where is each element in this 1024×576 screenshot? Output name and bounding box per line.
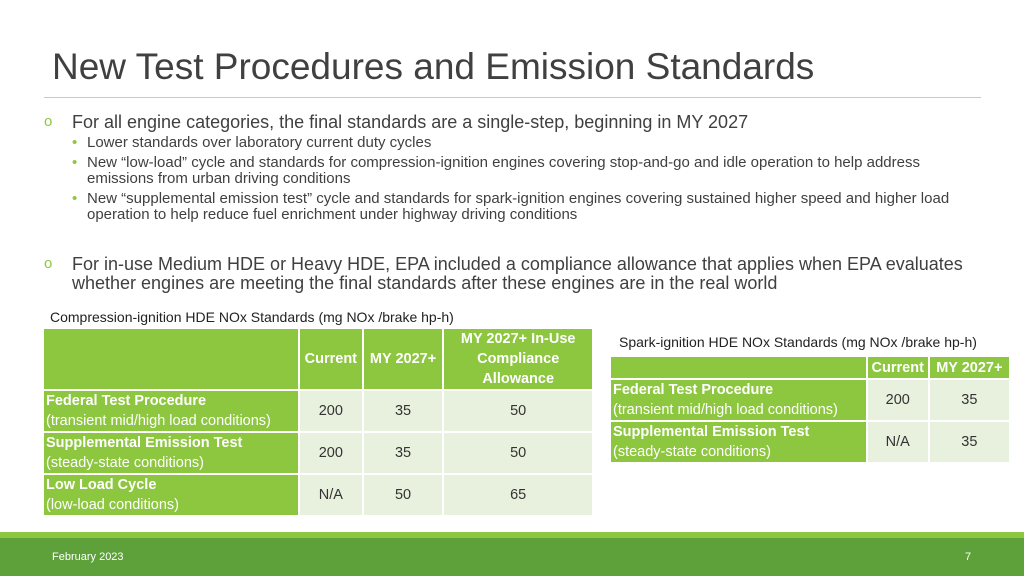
title-divider (44, 97, 981, 98)
table-cell: 50 (443, 390, 593, 432)
table-row (610, 421, 1010, 463)
header-cell: MY 2027+ (929, 356, 1010, 379)
row-name: Supplemental Emission Test (46, 435, 243, 451)
header-cell: Current (867, 356, 929, 379)
table-cell: 35 (929, 379, 1010, 421)
header-cell: MY 2027+ In-Use Compliance Allowance (443, 328, 593, 390)
table-cell: 200 (867, 379, 929, 421)
row-label (610, 421, 867, 463)
header-cell (610, 356, 867, 379)
header-cell: MY 2027+ (363, 328, 444, 390)
table-cell: 65 (443, 474, 593, 516)
footer-bar (0, 538, 1024, 576)
row-name: Supplemental Emission Test (613, 424, 810, 440)
row-label (43, 432, 299, 474)
table-cell: 35 (363, 432, 444, 474)
table-cell: 35 (929, 421, 1010, 463)
bullet-marker: o (44, 113, 53, 130)
row-label (43, 390, 299, 432)
table-cell: 200 (299, 390, 363, 432)
row-name: Low Load Cycle (46, 477, 157, 493)
header-cell: Current (299, 328, 363, 390)
table-cell: N/A (867, 421, 929, 463)
table-row (43, 474, 593, 516)
table-row (43, 432, 593, 474)
sub-bullet-marker: • (72, 154, 78, 171)
bullet-text: For in-use Medium HDE or Heavy HDE, EPA included a compliance allowance that applies when EPA evaluates whether engines are meeting the final standards after these engines are in the real world (72, 254, 963, 293)
si-standards-table (609, 355, 1011, 464)
slide-title: New Test Procedures and Emission Standards (52, 46, 815, 87)
page-number: 7 (965, 551, 972, 563)
sub-bullet-text: New “supplemental emission test” cycle and standards for spark-ignition engines covering sustained higher speed and higher load operation to help reduce fuel enrichment under highway driving conditions (87, 190, 950, 223)
table-row (43, 390, 593, 432)
row-name: Federal Test Procedure (613, 382, 774, 398)
si-table-caption: Spark-ignition HDE NOx Standards (mg NOx /brake hp-h) (619, 334, 977, 350)
ci-standards-table (42, 327, 594, 517)
table-cell: 35 (363, 390, 444, 432)
ci-table-caption: Compression-ignition HDE NOx Standards (mg NOx /brake hp-h) (50, 309, 454, 325)
row-label (610, 379, 867, 421)
row-desc: (transient mid/high load conditions) (46, 413, 271, 429)
sub-bullet-text: Lower standards over laboratory current duty cycles (87, 134, 432, 151)
table-header-row (610, 356, 1010, 379)
table-cell: 50 (443, 432, 593, 474)
table-header-row (43, 328, 593, 390)
table-cell: N/A (299, 474, 363, 516)
row-desc: (low-load conditions) (46, 497, 179, 513)
bullet-text: For all engine categories, the final standards are a single-step, beginning in MY 2027 (72, 112, 749, 132)
table-row (610, 379, 1010, 421)
row-desc: (steady-state conditions) (46, 455, 204, 471)
row-name: Federal Test Procedure (46, 393, 207, 409)
sub-bullet-marker: • (72, 190, 78, 207)
header-cell (43, 328, 299, 390)
sub-bullet-marker: • (72, 134, 78, 151)
row-desc: (steady-state conditions) (613, 444, 771, 460)
table-cell: 200 (299, 432, 363, 474)
row-label (43, 474, 299, 516)
sub-bullet-text: New “low-load” cycle and standards for compression-ignition engines covering stop-and-go and idle operation to help address emissions from urban driving conditions (87, 154, 920, 187)
table-cell: 50 (363, 474, 444, 516)
bullet-marker: o (44, 255, 53, 272)
row-desc: (transient mid/high load conditions) (613, 402, 838, 418)
footer-date: February 2023 (52, 551, 124, 563)
